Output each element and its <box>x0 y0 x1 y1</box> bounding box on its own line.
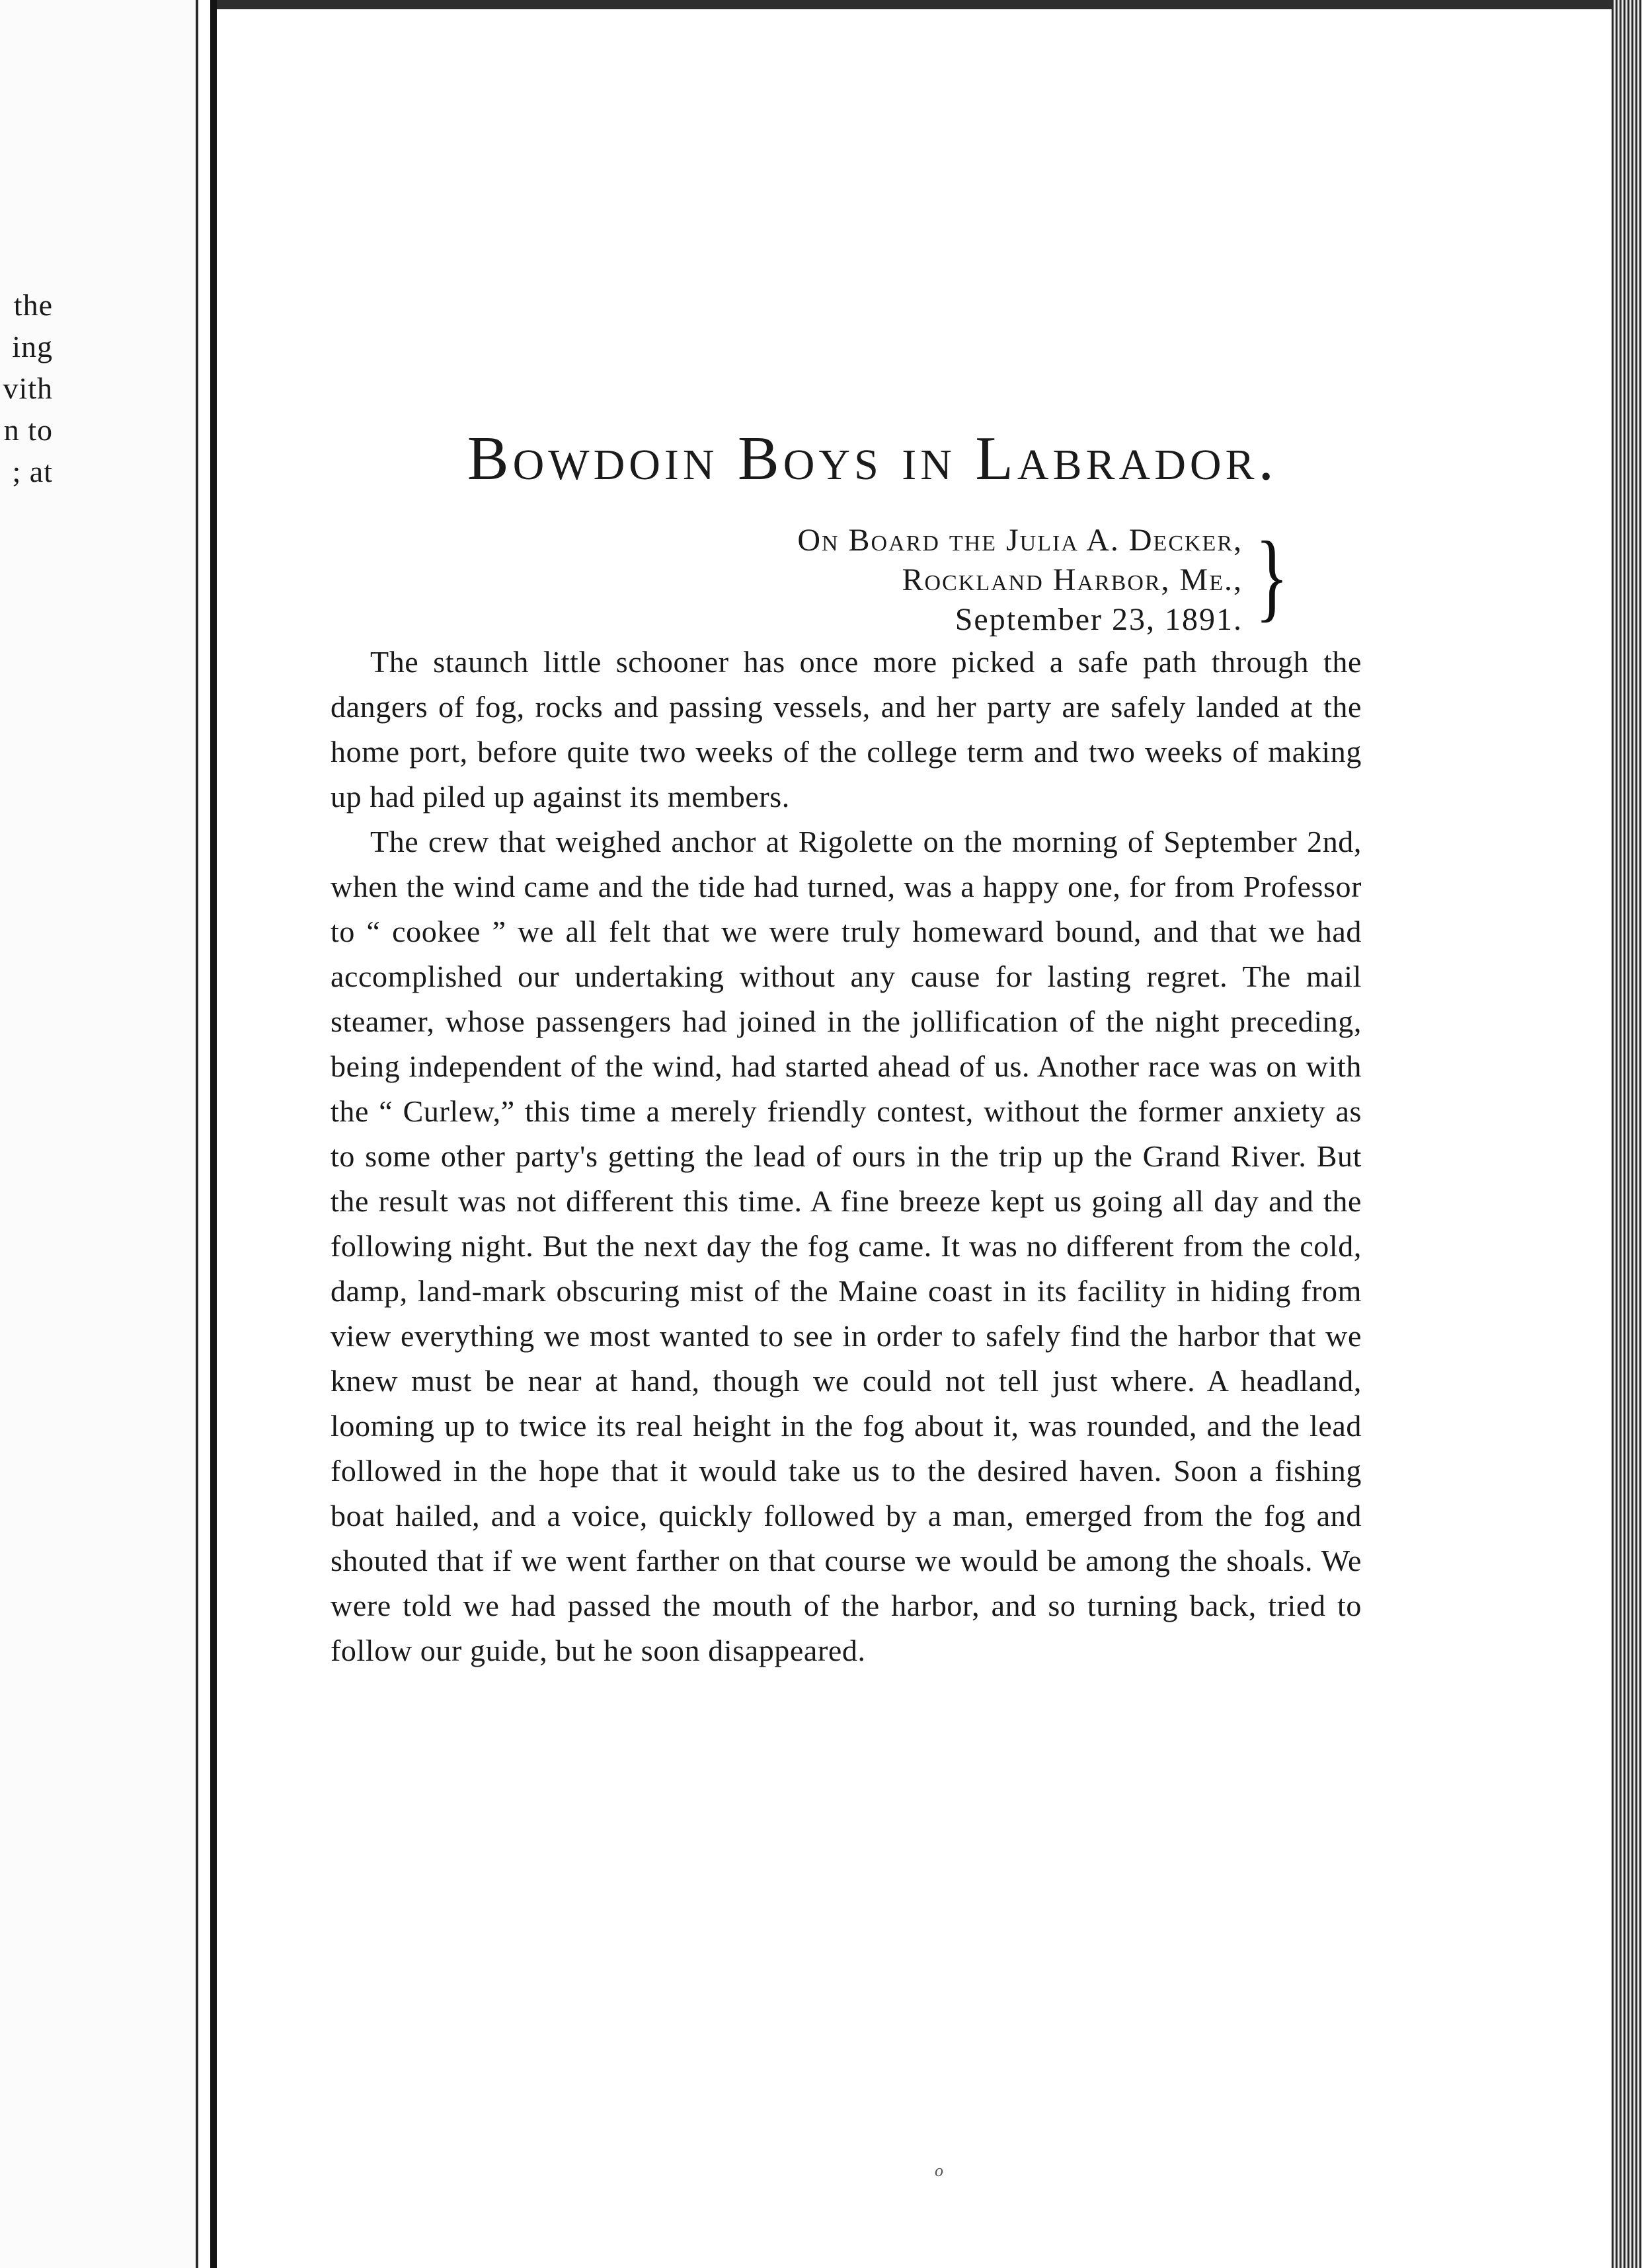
page-stack-edge <box>1612 0 1642 2268</box>
article-title: Bowdoin Boys in Labrador. <box>467 424 1278 493</box>
left-page-edge <box>196 0 198 2268</box>
dateline-date: September 23, 1891. <box>955 602 1243 637</box>
dateline-harbor: Rockland Harbor, Me., <box>902 562 1243 597</box>
left-fragment-3: vith <box>3 371 53 405</box>
left-fragment-4: n to <box>3 413 53 447</box>
page-bottom-mark: o <box>935 2161 943 2180</box>
dateline-vessel: On Board the Julia A. Decker, <box>797 523 1243 558</box>
left-fragment-5: ; at <box>12 455 53 488</box>
article-body <box>331 640 1362 1673</box>
dateline-text <box>797 521 1243 640</box>
page-top-edge <box>217 0 1612 9</box>
dateline-brace: } <box>1255 521 1289 631</box>
paragraph-1: The staunch little schooner has once more picked a safe path through the dangers of fog, rocks and passing vessels, and her party are safely landed at the home port, before quite two weeks of the college term and two weeks of making up had piled up against its members. <box>331 645 1362 813</box>
left-fragment-2: ing <box>12 330 53 363</box>
left-facing-page <box>0 0 198 2268</box>
article <box>331 423 1362 1673</box>
left-fragment-1: the <box>13 288 53 322</box>
dateline <box>331 521 1322 640</box>
paragraph-2: The crew that weighed anchor at Rigolette on the morning of September 2nd, when the wind came and the tide had turned, was a happy one, for from Professor to “ cookee ” we all felt that we were truly homeward bound, and that we had accomplished our undertaking without any cause for lasting regret. The mail steamer, whose passengers had joined in the jollification of the night preceding, being independent of the wind, had started ahead of us. Another race was on with the “ Curlew,” this time a merely friendly contest, without the former anxiety as to some other party's getting the lead of ours in the trip up the Grand River. But the result was not different this time. A fine breeze kept us going all day and the following night. But the next day the fog came. It was no different from the cold, damp, land-mark obscuring mist of the Maine coast in its facility in hiding from view everything we most wanted to see in order to safely find the harbor that we knew must be near at hand, though we could not tell just where. A headland, looming up to twice its real height in the fog about it, was rounded, and the lead followed in the hope that it would take us to the desired haven. Soon a fishing boat hailed, and a voice, quickly followed by a man, emerged from the fog and shouted that if we went farther on that course we would be among the shoals. We were told we had passed the mouth of the harbor, and so turning back, tried to follow our guide, but he soon disappeared. <box>331 825 1362 1667</box>
left-page-text-fragments <box>0 284 53 492</box>
book-gutter <box>210 0 217 2268</box>
